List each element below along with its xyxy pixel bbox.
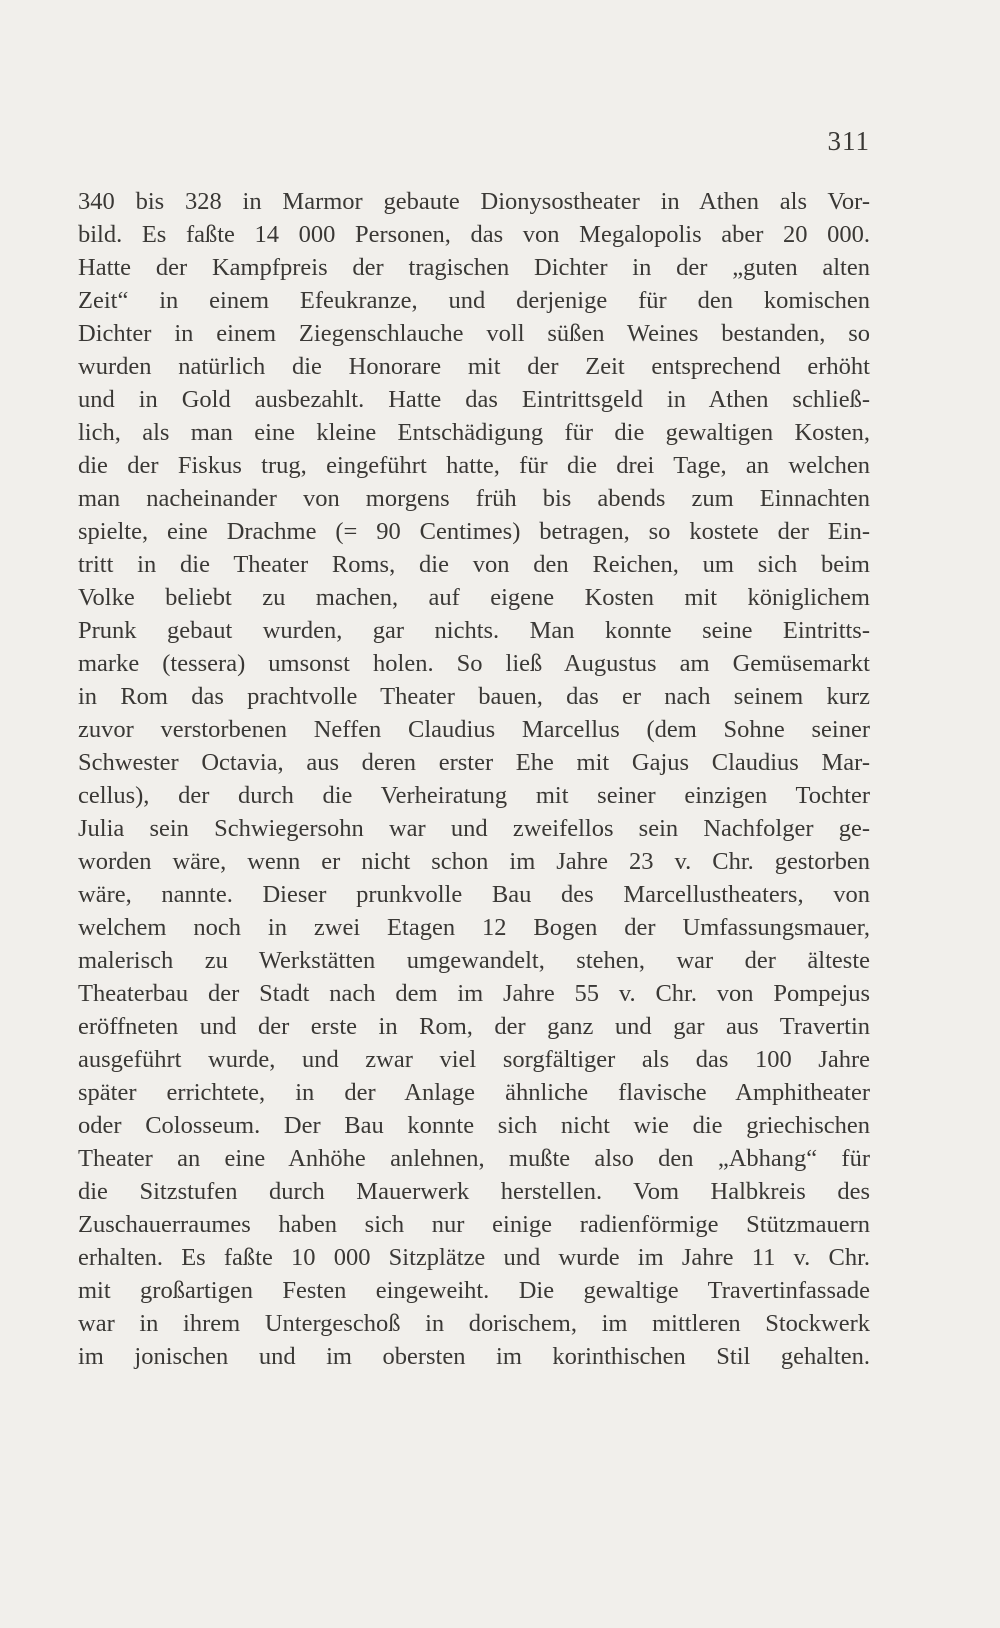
text-line: im jonischen und im obersten im korinthischen Stil gehalten.	[78, 1343, 870, 1370]
text-line: ausgeführt wurde, und zwar viel sorgfältiger als das 100 Jahre	[78, 1046, 870, 1073]
text-line: und in Gold ausbezahlt. Hatte das Eintrittsgeld in Athen schließ-	[78, 386, 870, 413]
text-line: Zuschauerraumes haben sich nur einige radienförmige Stützmauern	[78, 1211, 870, 1238]
body-text	[78, 185, 870, 1373]
text-line: malerisch zu Werkstätten umgewandelt, stehen, war der älteste	[78, 947, 870, 974]
text-line: Volke beliebt zu machen, auf eigene Kosten mit königlichem	[78, 584, 870, 611]
text-line: in Rom das prachtvolle Theater bauen, das er nach seinem kurz	[78, 683, 870, 710]
text-line: Hatte der Kampfpreis der tragischen Dichter in der „guten alten	[78, 254, 870, 281]
text-line: die der Fiskus trug, eingeführt hatte, für die drei Tage, an welchen	[78, 452, 870, 479]
text-line: Zeit“ in einem Efeukranze, und derjenige für den komischen	[78, 287, 870, 314]
text-line: wäre, nannte. Dieser prunkvolle Bau des Marcellustheaters, von	[78, 881, 870, 908]
text-line: lich, als man eine kleine Entschädigung für die gewaltigen Kosten,	[78, 419, 870, 446]
text-line: oder Colosseum. Der Bau konnte sich nicht wie die griechischen	[78, 1112, 870, 1139]
text-line: Theaterbau der Stadt nach dem im Jahre 55 v. Chr. von Pompejus	[78, 980, 870, 1007]
text-line: wurden natürlich die Honorare mit der Zeit entsprechend erhöht	[78, 353, 870, 380]
text-line: marke (tessera) umsonst holen. So ließ Augustus am Gemüsemarkt	[78, 650, 870, 677]
text-line: eröffneten und der erste in Rom, der ganz und gar aus Travertin	[78, 1013, 870, 1040]
text-line: man nacheinander von morgens früh bis abends zum Einnachten	[78, 485, 870, 512]
text-line: bild. Es faßte 14 000 Personen, das von Megalopolis aber 20 000.	[78, 221, 870, 248]
text-line: cellus), der durch die Verheiratung mit seiner einzigen Tochter	[78, 782, 870, 809]
text-line: spielte, eine Drachme (= 90 Centimes) betragen, so kostete der Ein-	[78, 518, 870, 545]
page-number: 311	[827, 126, 870, 156]
text-line: welchem noch in zwei Etagen 12 Bogen der Umfassungsmauer,	[78, 914, 870, 941]
text-line: Schwester Octavia, aus deren erster Ehe mit Gajus Claudius Mar-	[78, 749, 870, 776]
text-line: war in ihrem Untergeschoß in dorischem, im mittleren Stockwerk	[78, 1310, 870, 1337]
text-line: später errichtete, in der Anlage ähnliche flavische Amphitheater	[78, 1079, 870, 1106]
text-line: zuvor verstorbenen Neffen Claudius Marcellus (dem Sohne seiner	[78, 716, 870, 743]
text-line: Julia sein Schwiegersohn war und zweifellos sein Nachfolger ge-	[78, 815, 870, 842]
text-line: Prunk gebaut wurden, gar nichts. Man konnte seine Eintritts-	[78, 617, 870, 644]
text-line: erhalten. Es faßte 10 000 Sitzplätze und wurde im Jahre 11 v. Chr.	[78, 1244, 870, 1271]
text-line: die Sitzstufen durch Mauerwerk herstellen. Vom Halbkreis des	[78, 1178, 870, 1205]
text-line: Dichter in einem Ziegenschlauche voll süßen Weines bestanden, so	[78, 320, 870, 347]
text-line: mit großartigen Festen eingeweiht. Die gewaltige Travertinfassade	[78, 1277, 870, 1304]
text-line: worden wäre, wenn er nicht schon im Jahre 23 v. Chr. gestorben	[78, 848, 870, 875]
text-line: tritt in die Theater Roms, die von den Reichen, um sich beim	[78, 551, 870, 578]
text-line: 340 bis 328 in Marmor gebaute Dionysostheater in Athen als Vor-	[78, 188, 870, 215]
text-line: Theater an eine Anhöhe anlehnen, mußte also den „Abhang“ für	[78, 1145, 870, 1172]
